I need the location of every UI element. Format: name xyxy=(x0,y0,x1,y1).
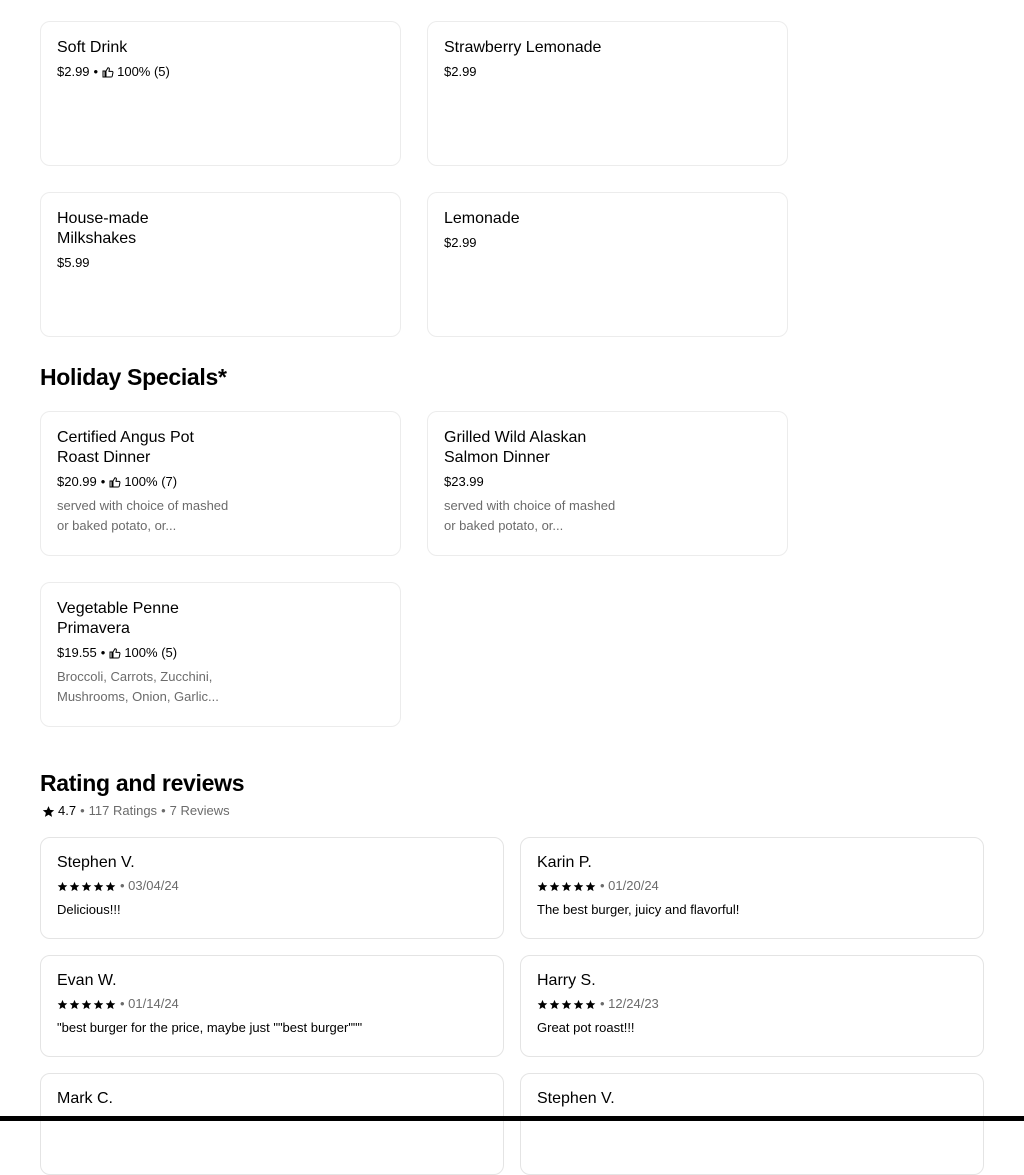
star-rating xyxy=(57,999,116,1010)
thumbs-up-icon xyxy=(109,476,121,488)
star-icon xyxy=(537,999,548,1010)
item-name: Soft Drink xyxy=(57,39,128,56)
separator: • xyxy=(600,878,609,893)
item-name: House-made Milkshakes xyxy=(57,210,149,247)
item-name: Certified Angus Pot Roast Dinner xyxy=(57,429,194,466)
star-icon xyxy=(42,805,55,818)
separator: • xyxy=(100,645,106,660)
separator: • xyxy=(100,474,106,489)
review-date: 03/04/24 xyxy=(128,878,179,893)
item-meta xyxy=(444,233,771,253)
reviewer-name: Evan W. xyxy=(57,972,117,989)
star-icon xyxy=(573,881,584,892)
item-price: $23.99 xyxy=(444,474,484,489)
star-icon xyxy=(93,881,104,892)
star-icon xyxy=(549,999,560,1010)
menu-item-card[interactable] xyxy=(40,192,401,337)
bottom-edge-bar xyxy=(0,1116,1024,1121)
review-text: "best burger for the price, maybe just ""best burger""" xyxy=(57,1020,363,1035)
thumbs-up-icon xyxy=(109,647,121,659)
item-rating: 100% (7) xyxy=(124,474,178,489)
item-price: $2.99 xyxy=(444,64,477,79)
menu-item-card[interactable] xyxy=(427,411,788,556)
star-icon xyxy=(561,881,572,892)
item-price: $19.55 xyxy=(57,645,97,660)
section-title-rating-reviews: Rating and reviews xyxy=(40,770,245,796)
star-rating xyxy=(57,881,116,892)
item-price: $2.99 xyxy=(444,235,477,250)
item-price: $2.99 xyxy=(57,64,90,79)
star-rating xyxy=(537,999,596,1010)
reviews-count: 7 Reviews xyxy=(169,803,230,818)
item-meta xyxy=(444,472,771,492)
star-rating xyxy=(537,881,596,892)
star-icon xyxy=(105,881,116,892)
star-icon xyxy=(69,999,80,1010)
review-card xyxy=(40,955,504,1057)
item-meta xyxy=(57,253,384,273)
item-description: Broccoli, Carrots, Zucchini, Mushrooms, Onion, Garlic... xyxy=(57,669,219,704)
star-icon xyxy=(93,999,104,1010)
rating-summary xyxy=(42,801,230,821)
review-card xyxy=(520,837,984,939)
item-description: served with choice of mashed or baked potato, or... xyxy=(444,498,616,533)
review-meta xyxy=(57,994,487,1014)
review-meta xyxy=(537,876,967,896)
review-text: The best burger, juicy and flavorful! xyxy=(537,902,740,917)
menu-item-card[interactable] xyxy=(40,582,401,727)
star-icon xyxy=(57,881,68,892)
star-icon xyxy=(81,881,92,892)
star-icon xyxy=(537,881,548,892)
item-name: Vegetable Penne Primavera xyxy=(57,600,179,637)
review-card xyxy=(520,955,984,1057)
review-meta xyxy=(537,994,967,1014)
separator: • xyxy=(120,996,129,1011)
separator: • xyxy=(93,64,99,79)
review-meta xyxy=(57,876,487,896)
star-icon xyxy=(573,999,584,1010)
menu-item-card[interactable] xyxy=(427,192,788,337)
separator: • xyxy=(600,996,609,1011)
review-card xyxy=(40,1073,504,1175)
separator: • xyxy=(120,878,129,893)
item-meta xyxy=(57,643,384,663)
review-text: Delicious!!! xyxy=(57,902,121,917)
separator: • xyxy=(161,803,166,818)
thumbs-up-icon xyxy=(102,66,114,78)
star-icon xyxy=(81,999,92,1010)
review-date: 01/20/24 xyxy=(608,878,659,893)
reviewer-name: Stephen V. xyxy=(537,1090,615,1107)
reviewer-name: Stephen V. xyxy=(57,854,135,871)
star-icon xyxy=(585,881,596,892)
item-rating: 100% (5) xyxy=(124,645,178,660)
star-icon xyxy=(105,999,116,1010)
item-rating: 100% (5) xyxy=(117,64,170,79)
menu-item-card[interactable] xyxy=(40,21,401,166)
item-name: Lemonade xyxy=(444,210,520,227)
star-icon xyxy=(57,999,68,1010)
average-rating: 4.7 xyxy=(58,803,77,818)
item-name: Strawberry Lemonade xyxy=(444,39,602,56)
item-meta xyxy=(57,472,384,492)
ratings-count: 117 Ratings xyxy=(88,803,158,818)
item-description: served with choice of mashed or baked potato, or... xyxy=(57,498,229,533)
menu-item-card[interactable] xyxy=(427,21,788,166)
item-meta xyxy=(57,62,384,82)
separator: • xyxy=(80,803,85,818)
review-text: Great pot roast!!! xyxy=(537,1020,635,1035)
review-card xyxy=(40,837,504,939)
reviewer-name: Mark C. xyxy=(57,1090,113,1107)
star-icon xyxy=(69,881,80,892)
menu-item-card[interactable] xyxy=(40,411,401,556)
section-title-holiday-specials: Holiday Specials* xyxy=(40,364,227,390)
item-meta xyxy=(444,62,771,82)
item-price: $5.99 xyxy=(57,255,90,270)
item-name: Grilled Wild Alaskan Salmon Dinner xyxy=(444,429,587,466)
star-icon xyxy=(549,881,560,892)
reviewer-name: Karin P. xyxy=(537,854,592,871)
reviewer-name: Harry S. xyxy=(537,972,596,989)
item-price: $20.99 xyxy=(57,474,97,489)
review-date: 12/24/23 xyxy=(608,996,659,1011)
star-icon xyxy=(585,999,596,1010)
review-date: 01/14/24 xyxy=(128,996,179,1011)
star-icon xyxy=(561,999,572,1010)
review-card xyxy=(520,1073,984,1175)
